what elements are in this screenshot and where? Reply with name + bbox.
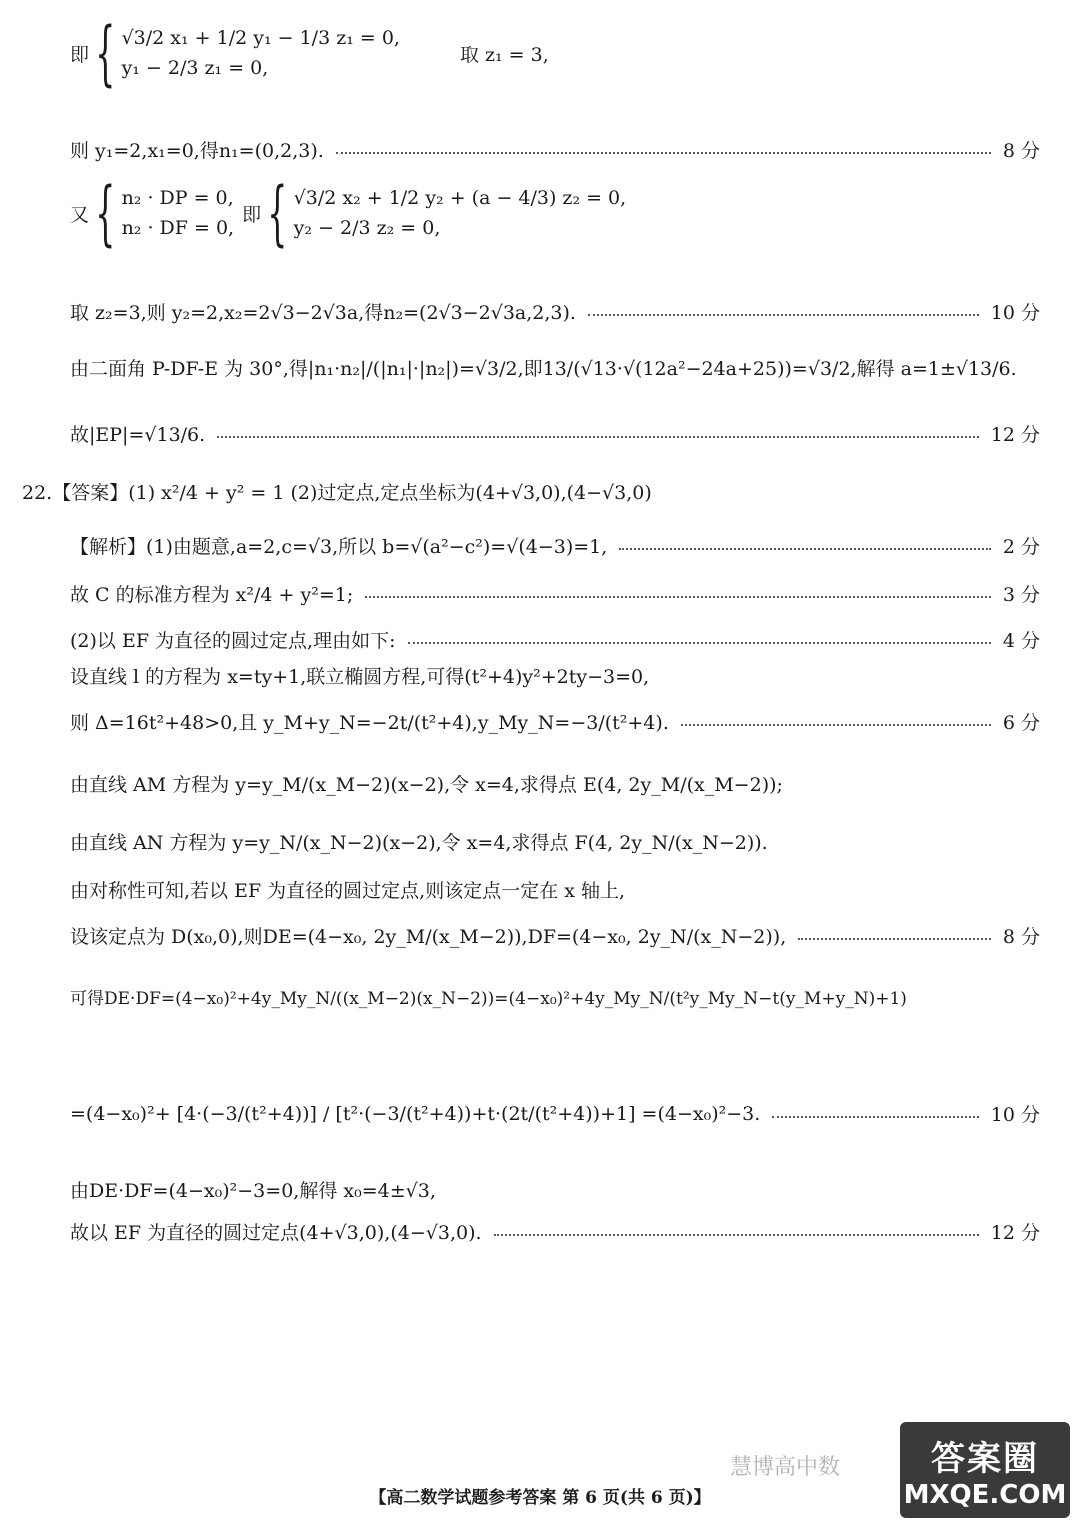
solution-line [70,1176,1040,1203]
score-label: 12 分 [990,1222,1040,1244]
line-text: 则 Δ=16t²+48>0,且 y_M+y_N=−2t/(t²+4),y_My_N=−3/(t²+4). [70,712,669,734]
solution-line [70,708,1040,735]
score-label: 2 分 [1002,536,1040,558]
leader-dots [772,1116,979,1118]
equation-system-1 [70,12,549,94]
solution-line [70,1218,1040,1245]
leader-dots [798,938,991,940]
solution-line [70,828,1040,855]
leader-dots [365,596,991,598]
answer-line-n2 [70,298,1040,325]
system-row-4: y₂ − 2/3 z₂ = 0, [293,217,441,239]
score-label: 4 分 [1002,630,1040,652]
left-brace: { [95,172,116,254]
watermark-big-text: 答案圈 [931,1438,1039,1479]
line-text: 可得DE·DF=(4−x₀)²+4y_My_N/((x_M−2)(x_N−2))=(4−x₀)²+4y_My_N/(t²y_My_N−t(y_M+y_N)+1) [70,989,907,1009]
system-row-2: n₂ · DF = 0, [121,217,235,239]
page-footer: 【高二数学试题参考答案 第 6 页(共 6 页)】 [369,1488,711,1508]
system-row-3: √3/2 x₂ + 1/2 y₂ + (a − 4/3) z₂ = 0, [293,187,627,209]
answer-line-ep [70,420,1040,447]
line-text: 故|EP|=√13/6. [70,424,206,446]
system-prefix: 又 [70,203,90,226]
solution-line [70,532,1040,559]
answer-line-angle [70,354,1040,381]
solution-line [70,662,1040,689]
line-text: 故以 EF 为直径的圆过定点(4+√3,0),(4−√3,0). [70,1222,482,1244]
solution-line [70,984,1040,1009]
leader-dots [217,436,979,438]
leader-dots [681,724,991,726]
line-text: 取 z₂=3,则 y₂=2,x₂=2√3−2√3a,得n₂=(2√3−2√3a,2,3). [70,302,576,324]
system-prefix: 即 [70,43,90,66]
score-label: 10 分 [990,1104,1040,1126]
line-text: 则 y₁=2,x₁=0,得n₁=(0,2,3). [70,140,324,162]
line-text: 22.【答案】(1) x²/4 + y² = 1 (2)过定点,定点坐标为(4+√3,0),(4−√3,0) [22,482,652,504]
solution-line [70,626,1040,653]
leader-dots [408,642,991,644]
line-text: 由DE·DF=(4−x₀)²−3=0,解得 x₀=4±√3, [70,1180,436,1202]
left-brace: { [267,172,288,254]
line-text: 【解析】(1)由题意,a=2,c=√3,所以 b=√(a²−c²)=√(4−3)=1, [70,536,608,558]
score-label: 3 分 [1002,584,1040,606]
watermark-small-text: MXQE.COM [903,1479,1067,1510]
solution-line [70,770,1040,797]
score-label: 12 分 [990,424,1040,446]
equation-system-2 [70,172,627,254]
line-text: 由二面角 P-DF-E 为 30°,得|n₁·n₂|/(|n₁|·|n₂|)=√3/2,即13/(√13·√(12a²−24a+25))=√3/2,解得 a=1±√13/6. [70,358,1017,380]
line-text: 由直线 AN 方程为 y=y_N/(x_N−2)(x−2),令 x=4,求得点 F(4, 2y_N/(x_N−2)). [70,832,768,854]
system-row-1: √3/2 x₁ + 1/2 y₁ − 1/3 z₁ = 0, [121,27,400,49]
line-text: (2)以 EF 为直径的圆过定点,理由如下: [70,630,396,652]
solution-line [70,1100,1040,1127]
score-label: 8 分 [1002,140,1040,162]
leader-dots [336,152,991,154]
leader-dots [588,314,979,316]
score-label: 10 分 [990,302,1040,324]
score-label: 8 分 [1002,926,1040,948]
system-suffix: 取 z₁ = 3, [459,43,549,66]
line-text: =(4−x₀)²+ [4·(−3/(t²+4))] / [t²·(−3/(t²+4))+t·(2t/(t²+4))+1] =(4−x₀)²−3. [70,1102,761,1125]
system-mid: 即 [242,203,262,226]
wechat-watermark-text: 慧博高中数 [730,1455,841,1480]
leader-dots [494,1234,979,1236]
line-text: 由直线 AM 方程为 y=y_M/(x_M−2)(x−2),令 x=4,求得点 E(4, 2y_M/(x_M−2)); [70,774,783,796]
solution-line [70,580,1040,607]
line-text: 由对称性可知,若以 EF 为直径的圆过定点,则该定点一定在 x 轴上, [70,880,626,902]
score-label: 6 分 [1002,712,1040,734]
system-row-1: n₂ · DP = 0, [121,187,234,209]
line-text: 故 C 的标准方程为 x²/4 + y²=1; [70,584,354,606]
question-22-answer [22,478,1040,505]
line-text: 设该定点为 D(x₀,0),则DE=(4−x₀, 2y_M/(x_M−2)),DF=(4−x₀, 2y_N/(x_N−2)), [70,926,787,948]
line-text: 设直线 l 的方程为 x=ty+1,联立椭圆方程,可得(t²+4)y²+2ty−3=0, [70,666,650,688]
left-brace: { [95,12,116,94]
solution-line [70,876,1040,903]
answer-line-n1 [70,136,1040,163]
solution-line [70,922,1040,949]
leader-dots [619,548,991,550]
system-row-2: y₁ − 2/3 z₁ = 0, [121,57,269,79]
